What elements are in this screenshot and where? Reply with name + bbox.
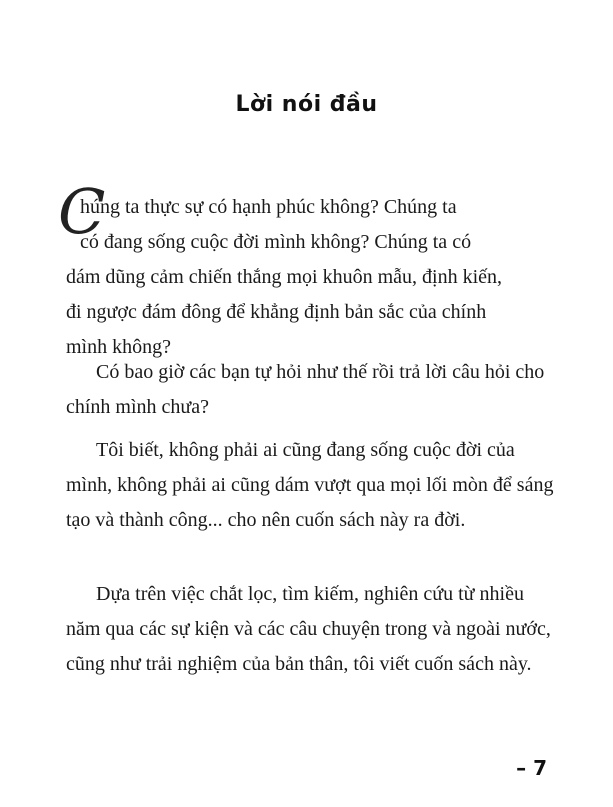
paragraph-3: Tôi biết, không phải ai cũng đang sống cuộc đời của mình, không phải ai cũng dám vượt qua mọi lối mòn để sáng tạo và thành công... cho nên cuốn sách này ra đời. — [66, 439, 554, 531]
paragraph-1 — [66, 190, 556, 365]
paragraph-2: Có bao giờ các bạn tự hỏi như thế rồi trả lời câu hỏi cho chính mình chưa? — [66, 361, 545, 418]
page-number: – 7 — [516, 756, 547, 780]
drop-cap: C — [58, 175, 106, 248]
paragraph-1-line: dám dũng cảm chiến thắng mọi khuôn mẫu, định kiến, — [66, 266, 503, 288]
page-title: Lời nói đầu — [235, 92, 378, 117]
paragraph-1-line: húng ta thực sự có hạnh phúc không? Chúng ta — [80, 196, 457, 218]
paragraph-1-line: đi ngược đám đông để khẳng định bản sắc của chính — [66, 301, 487, 323]
paragraph-4: Dựa trên việc chắt lọc, tìm kiếm, nghiên cứu từ nhiều năm qua các sự kiện và các câu chuyện trong và ngoài nước, cũng như trải nghiệm của bản thân, tôi viết cuốn sách này. — [66, 583, 551, 675]
paragraph-1-line: mình không? — [66, 336, 171, 358]
paragraph-1-line: có đang sống cuộc đời mình không? Chúng ta có — [80, 231, 472, 253]
